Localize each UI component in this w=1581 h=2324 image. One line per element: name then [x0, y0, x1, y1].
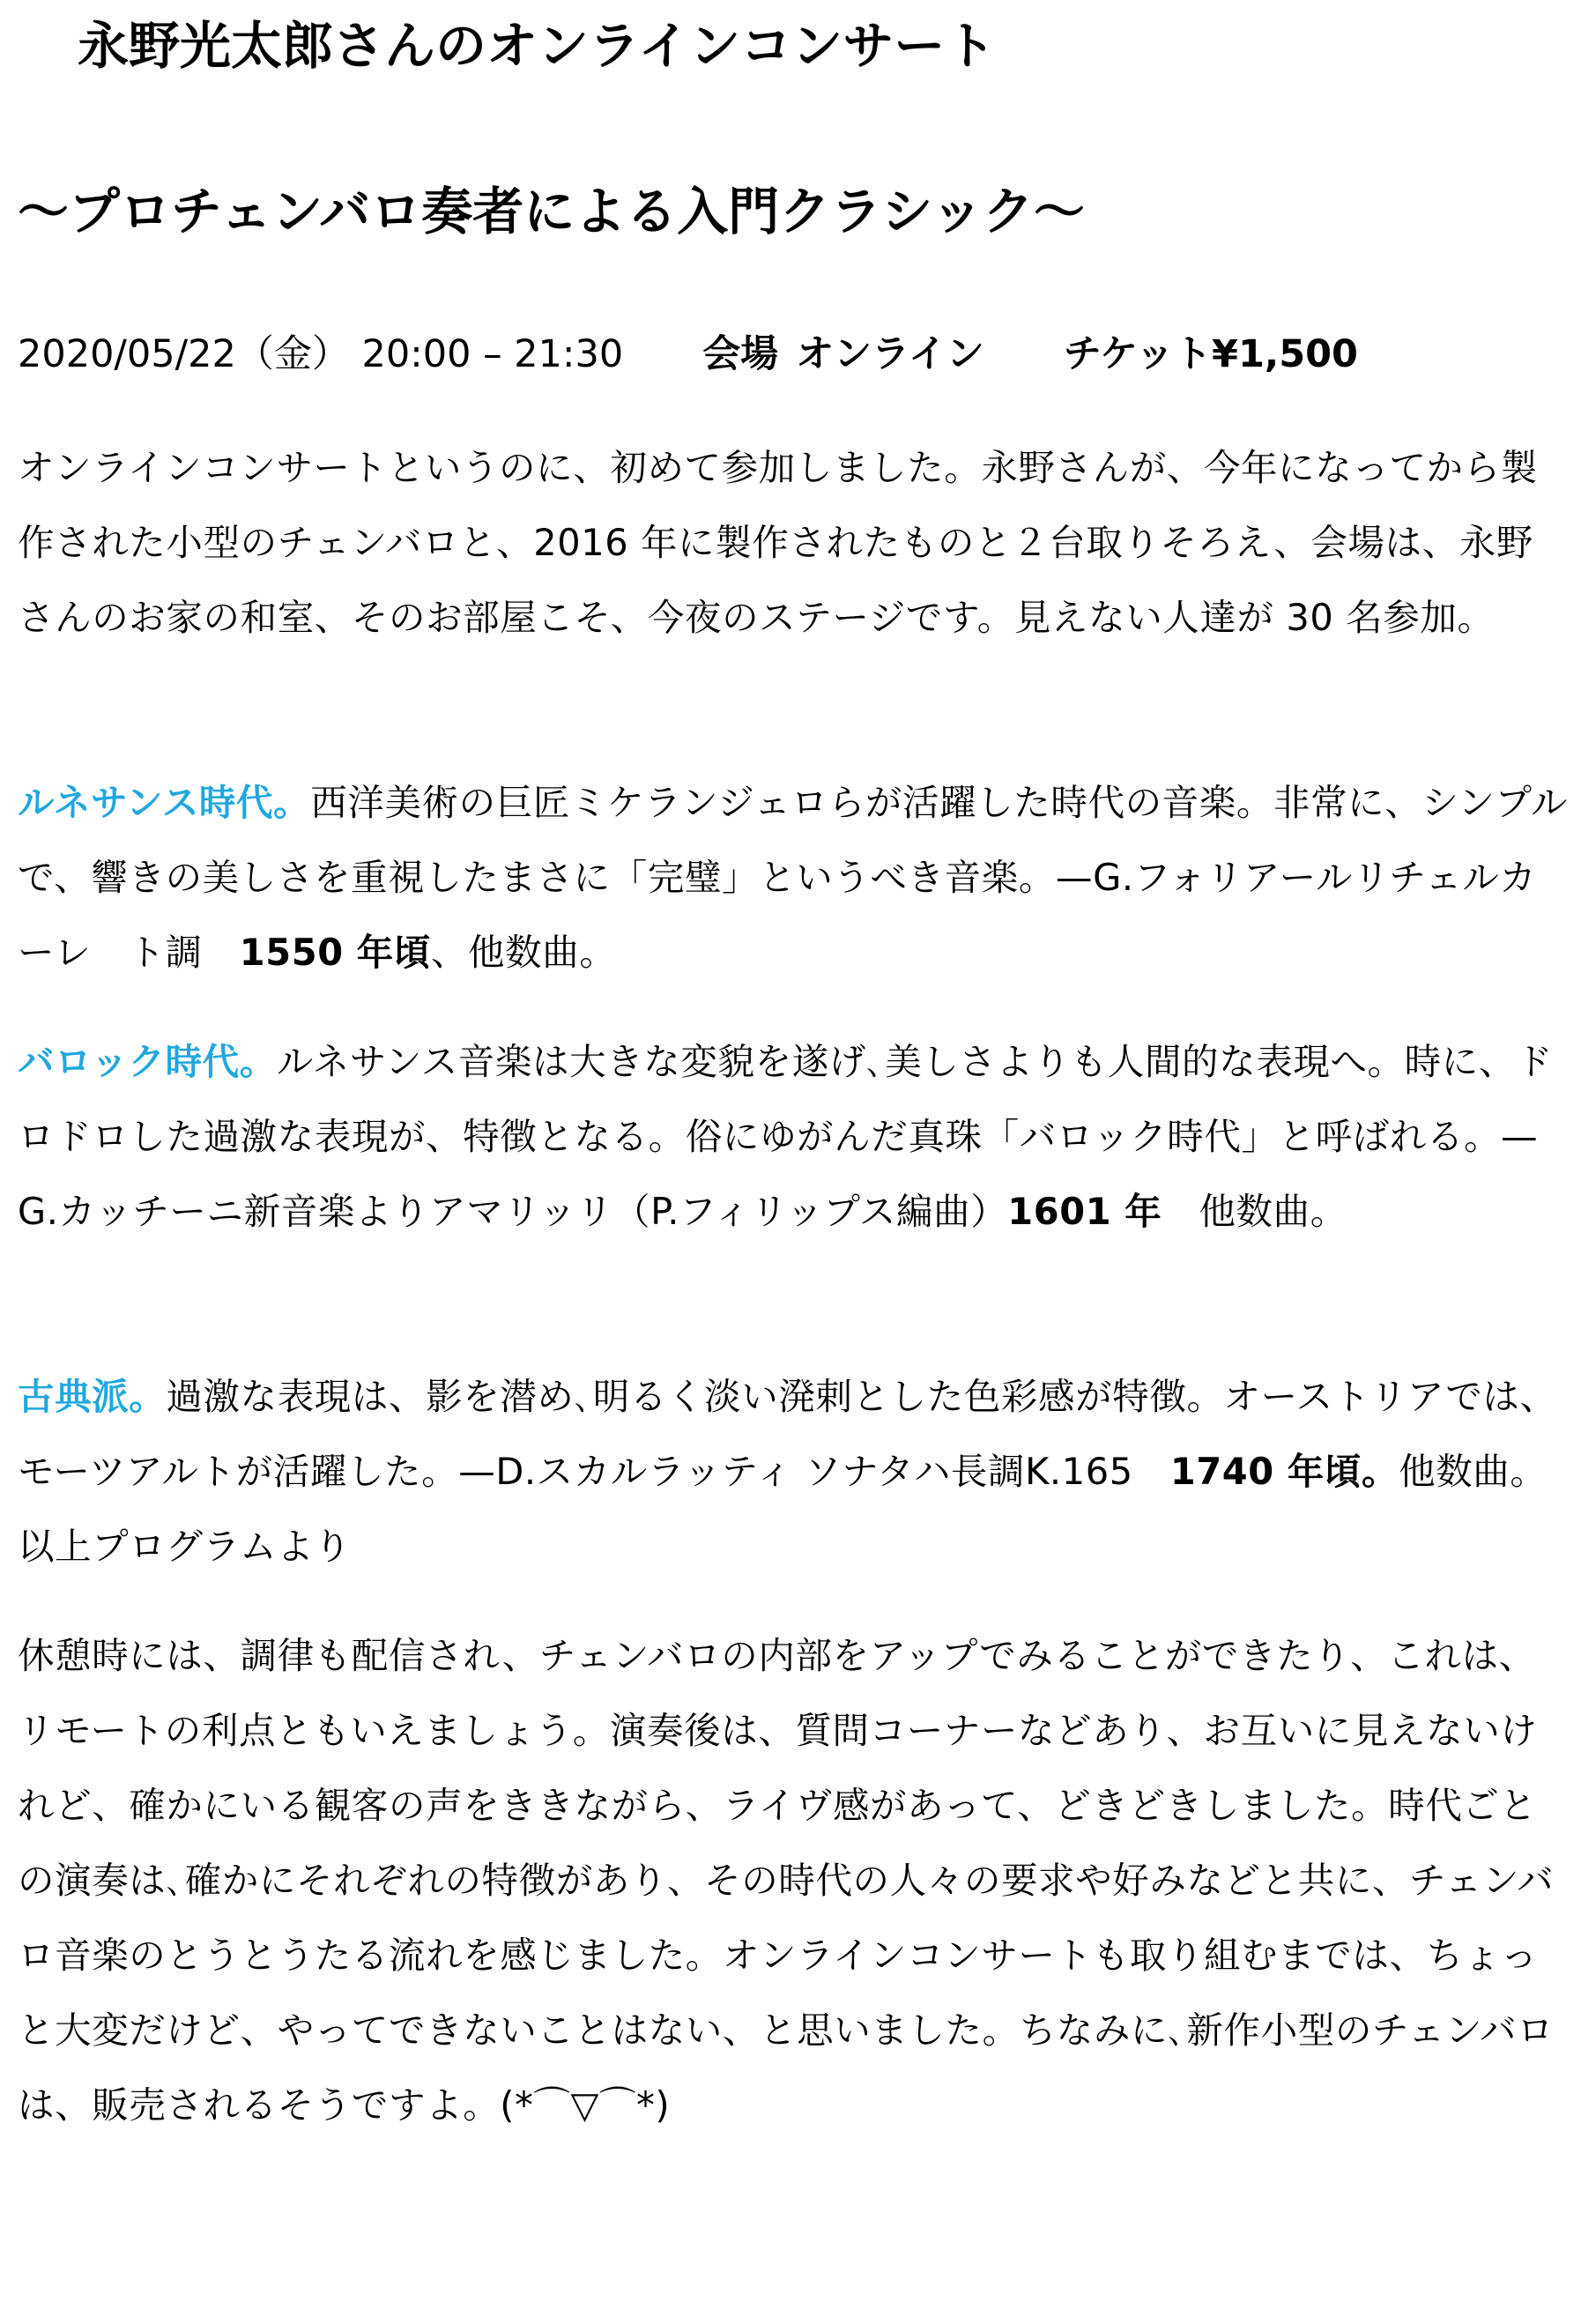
- section-heading: ルネサンス時代。: [18, 781, 311, 824]
- venue-label: 会場: [702, 332, 779, 376]
- section-date: 1601 年: [1007, 1190, 1162, 1233]
- closing-paragraph: 休憩時には、調律も配信され、チェンバロの内部をアップでみることができたり、これは、リモートの利点ともいえましょう。演奏後は、質問コーナーなどあり、お互いに見えないけれど、確かにいる観客の声をききながら、ライヴ感があって、どきどきしました。時代ごとの演奏は､確かにそれぞれの特徴があり、その時代の人々の要求や好みなどと共に、チェンバロ音楽のとうとうたる流れを感じました。オンラインコンサートも取り組むまでは、ちょっと大変だけど、やってできないことはない、と思いました。ちなみに､新作小型のチェンバロは、販売されるそうですよ。(*⌒▽⌒*): [18, 1634, 1555, 2127]
- ticket-price: チケット¥1,500: [1063, 332, 1358, 376]
- intro-paragraph: オンラインコンサートというのに、初めて参加しました。永野さんが、今年になってから製作された小型のチェンバロと、2016 年に製作されたものと２台取りそろえ、会場は、永野さんのお家の和室、そのお部屋こそ、今夜のステージです。見えない人達が 30 名参加。: [18, 446, 1538, 639]
- venue-value: オンライン: [796, 332, 984, 376]
- section-date: 1740 年頃。: [1169, 1450, 1399, 1493]
- page-title: 永野光太郎さんのオンラインコンサート: [78, 16, 997, 76]
- section-classical: [18, 1359, 1569, 1584]
- section-tail: 、他数曲。: [430, 931, 617, 974]
- section-text: ルネサンス音楽は大きな変貌を遂げ､美しさよりも人間的な表現へ。時に、ドロドロした過激な表現が、特徴となる。俗にゆがんだ真珠「バロック時代」と呼ばれる。—G.カッチーニ新音楽よりアマリッリ（P.フィリップス編曲）: [18, 1040, 1554, 1233]
- section-renaissance: [18, 765, 1569, 990]
- section-text: 過激な表現は、影を潜め､明るく淡い溌剌とした色彩感が特徴。オーストリアでは、モーツアルトが活躍した。—D.スカルラッティ ソナタハ長調K.165: [18, 1375, 1557, 1493]
- section-text: 西洋美術の巨匠ミケランジェロらが活躍した時代の音楽。非常に、シンプルで、響きの美しさを重視したまさに「完璧」というべき音楽。—G.フォリアールリチェルカーレ ト調: [18, 781, 1569, 974]
- event-datetime: 2020/05/22（金） 20:00 – 21:30: [18, 332, 624, 376]
- event-info: [18, 319, 1358, 390]
- section-baroque: [18, 1024, 1569, 1249]
- section-heading: 古典派。: [18, 1375, 167, 1418]
- page-subtitle: 〜プロチェンバロ奏者による入門クラシック〜: [18, 182, 1086, 241]
- section-date: 1550 年頃: [239, 931, 431, 974]
- section-tail: 他数曲。: [1162, 1190, 1347, 1233]
- section-heading: バロック時代。: [18, 1040, 277, 1083]
- section-tail: 他数曲。以上プログラムより: [18, 1450, 1548, 1568]
